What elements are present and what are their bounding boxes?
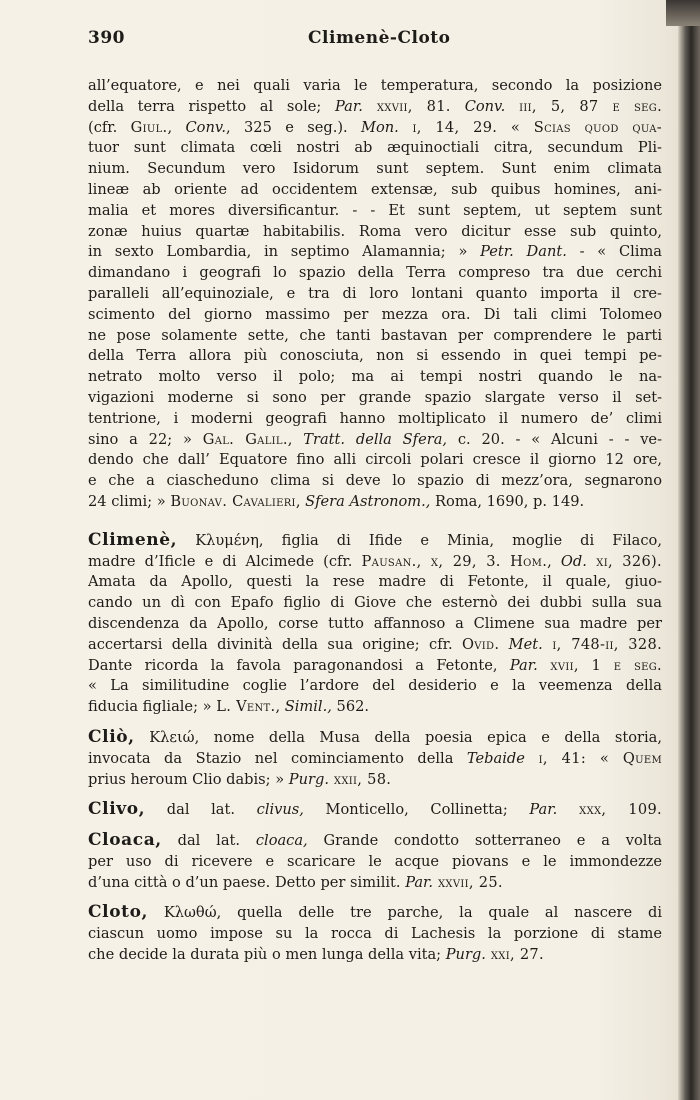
text-run: fiducia figliale; » <box>88 698 217 716</box>
entry-spacer <box>88 522 662 530</box>
text-run: che decide la durata più o men lunga della vita; <box>88 946 446 964</box>
entry-spacer <box>88 790 662 799</box>
text-line: malia et mores diversificantur. - - Et sunt septem, ut septem sunt <box>88 201 662 219</box>
text-line: zonæ huius quartæ habitabilis. Roma vero dicitur esse sub quinto, <box>88 222 662 240</box>
text-run: c. 20. - « Alcuni - - ve- <box>447 430 662 448</box>
text-run: xxvii, 81. <box>362 97 465 115</box>
text-run: , <box>547 552 561 570</box>
text-line <box>88 902 662 924</box>
author-name: Gal. Galil. <box>202 430 288 448</box>
citation: cloaca, <box>255 832 308 850</box>
text-line <box>88 97 662 118</box>
text-line: vigazioni moderne si sono per grande spazio slargate verso il set- <box>88 388 662 406</box>
text-line: della Terra allora più conosciuta, non si essendo in quei tempi pe- <box>88 347 662 365</box>
text-line <box>88 697 662 718</box>
author-name: Hom. <box>510 552 548 570</box>
text-run: accertarsi della divinità della sua origine; cfr. <box>88 635 462 653</box>
text-line: dimandano i geografi lo spazio della Terra compreso tra due cerchi <box>88 264 662 282</box>
text-run: xvii, 1 e seg. <box>537 656 662 674</box>
page-gutter <box>678 0 700 1100</box>
text-line <box>88 873 662 894</box>
text-run: madre d’Ificle e di Alcimede (cfr. <box>88 552 362 570</box>
text-run: xxx, 109. <box>557 801 662 819</box>
page-body <box>88 76 662 966</box>
text-run: invocata da Stazio nel cominciamento della <box>88 749 467 767</box>
author-name: L. Vent. <box>216 698 276 716</box>
text-run: - « Clima <box>566 243 662 261</box>
text-line: e che a ciascheduno clima si deve lo spazio di mezz’ora, segnarono <box>88 472 662 490</box>
citation: Simil., <box>284 698 332 716</box>
entry-cloto <box>88 902 662 965</box>
text-line: tentrione, i moderni geografi hanno moltiplicato il numero de’ climi <box>88 409 662 427</box>
text-line <box>88 799 662 821</box>
text-line: lineæ ab oriente ad occidentem extensæ, sub quibus homines, ani- <box>88 180 662 198</box>
text-line <box>88 656 662 677</box>
text-run: dal lat. <box>161 832 256 850</box>
text-run: , <box>287 430 304 448</box>
text-run: (cfr. <box>88 118 131 136</box>
entry-clima-continued <box>88 76 662 513</box>
text-run: , 325 e seg.). <box>226 118 362 136</box>
text-line: « La similitudine coglie l’ardore del desiderio e la veemenza della <box>88 677 662 695</box>
text-run: Monticello, Collinetta; <box>303 801 530 819</box>
text-run: della terra rispetto al sole; <box>88 97 335 115</box>
author-name: Pausan. <box>361 552 417 570</box>
text-run: i, 14, 29. « Scias quod qua- <box>398 118 662 136</box>
text-line <box>88 830 662 852</box>
page-number: 390 <box>88 28 125 48</box>
text-run: prius heroum Clio dabis; » <box>88 770 289 788</box>
citation: Par. <box>529 801 558 819</box>
citation: Od. <box>560 552 587 570</box>
text-run: xxvii, 25. <box>433 873 503 891</box>
citation: Mon. <box>361 118 399 136</box>
citation: Petr. Dant. <box>480 243 567 261</box>
text-line <box>88 242 662 263</box>
text-line <box>88 492 662 513</box>
text-line <box>88 530 662 552</box>
citation: Purg. <box>288 770 329 788</box>
text-run: , x, 29, 3. <box>416 552 511 570</box>
text-run: iii, 5, 87 e seg. <box>505 97 662 115</box>
text-line: ciascun uomo impose su la rocca di Lachesis la porzione di stame <box>88 925 662 943</box>
entry-spacer <box>88 513 662 522</box>
entry-climene <box>88 530 662 718</box>
citation: Par. <box>509 656 538 674</box>
text-line: Amata da Apollo, questi la rese madre di Fetonte, il quale, giuo- <box>88 573 662 591</box>
citation: Conv. <box>185 118 227 136</box>
headword: Climenè, <box>88 529 178 550</box>
citation: Par. <box>335 97 363 115</box>
running-title: Climenè-Cloto <box>308 28 451 48</box>
text-line: scimento del giorno massimo per mezza ora. Di tali climi Tolomeo <box>88 305 662 323</box>
headword: Cloaca, <box>88 830 162 851</box>
citation: clivus, <box>256 801 304 819</box>
entry-clivo <box>88 799 662 821</box>
citation: Sfera Astronom., <box>305 492 431 510</box>
text-run: Dante ricorda la favola paragonandosi a Fetonte, <box>88 656 510 674</box>
text-line <box>88 749 662 770</box>
text-line: per uso di ricevere e scaricare le acque piovans e le immondezze <box>88 852 662 870</box>
text-line <box>88 945 662 966</box>
author-name: Ovid. <box>461 635 500 653</box>
citation: Tebaide <box>466 749 525 767</box>
text-run: , <box>275 698 285 716</box>
text-run: xxi, 27. <box>485 946 544 964</box>
text-line <box>88 118 662 139</box>
text-run: xxii, 58. <box>328 770 392 788</box>
text-run: , <box>295 492 306 510</box>
text-run: Grande condotto sotterraneo e a volta <box>307 832 662 850</box>
citation: Purg. <box>445 946 486 964</box>
text-run: Κλωθώ, quella delle tre parche, la quale al nascere di <box>148 904 662 922</box>
entry-clio <box>88 727 662 790</box>
entry-spacer <box>88 718 662 727</box>
text-line: nium. Secundum vero Isidorum sunt septem. Sunt enim climata <box>88 160 662 178</box>
text-line <box>88 727 662 749</box>
text-run: i, 748-ii, 328. <box>542 635 662 653</box>
text-line: dendo che dall’ Equatore fino alli circoli polari cresce il giorno 12 ore, <box>88 451 662 469</box>
headword: Cloto, <box>88 902 149 923</box>
citation: Par. <box>405 873 434 891</box>
citation: Met. <box>508 635 543 653</box>
citation: Tratt. della Sfera, <box>303 430 448 448</box>
text-line: all’equatore, e nei quali varia le temperatura, secondo la posizione <box>88 77 662 94</box>
text-line <box>88 635 662 656</box>
text-run: Κλυμένη, figlia di Ifide e Minia, moglie di Filaco, <box>177 531 662 549</box>
text-run: 562. <box>331 698 370 716</box>
text-run: sino a 22; » <box>88 430 203 448</box>
text-run: in sexto Lombardia, in septimo Alamannia; » <box>88 243 481 261</box>
text-line: ne pose solamente sette, che tanti bastavan per comprendere le parti <box>88 326 662 344</box>
text-run: , <box>167 118 186 136</box>
entry-spacer <box>88 893 662 902</box>
text-run: Roma, 1690, p. 149. <box>430 492 585 510</box>
author-name: Buonav. Cavalieri <box>170 492 296 510</box>
entry-spacer <box>88 821 662 830</box>
text-line: discendenza da Apollo, corse tutto affannoso a Climene sua madre per <box>88 614 662 632</box>
author-name: Giul. <box>130 118 168 136</box>
text-line <box>88 430 662 451</box>
headword: Cliò, <box>88 726 135 747</box>
text-run: Κλειώ, nome della Musa della poesia epica e della storia, <box>134 728 662 746</box>
text-line <box>88 770 662 791</box>
text-line: netrato molto verso il polo; ma ai tempi nostri quando le na- <box>88 368 662 386</box>
entry-cloaca <box>88 830 662 893</box>
page-gutter-top <box>666 0 700 26</box>
text-run: xi, 326). <box>586 552 662 570</box>
text-line: cando un dì con Epafo figlio di Giove che esternò dei dubbi sulla sua <box>88 594 662 612</box>
headword: Clivo, <box>88 799 146 820</box>
text-run: 24 climi; » <box>88 492 171 510</box>
running-header <box>88 28 673 50</box>
text-run: d’una città o d’un paese. Detto per similit. <box>88 873 406 891</box>
text-run: dal lat. <box>145 801 257 819</box>
text-line: paralleli all’equinoziale, e tra di loro lontani quanto importa il cre- <box>88 284 662 302</box>
text-run: i, 41: « Quem <box>524 749 662 767</box>
text-line: tuor sunt climata cœli nostri ab æquinoctiali citra, secundum Pli- <box>88 139 662 157</box>
text-line <box>88 552 662 573</box>
citation: Conv. <box>464 97 506 115</box>
text-run <box>499 636 508 653</box>
